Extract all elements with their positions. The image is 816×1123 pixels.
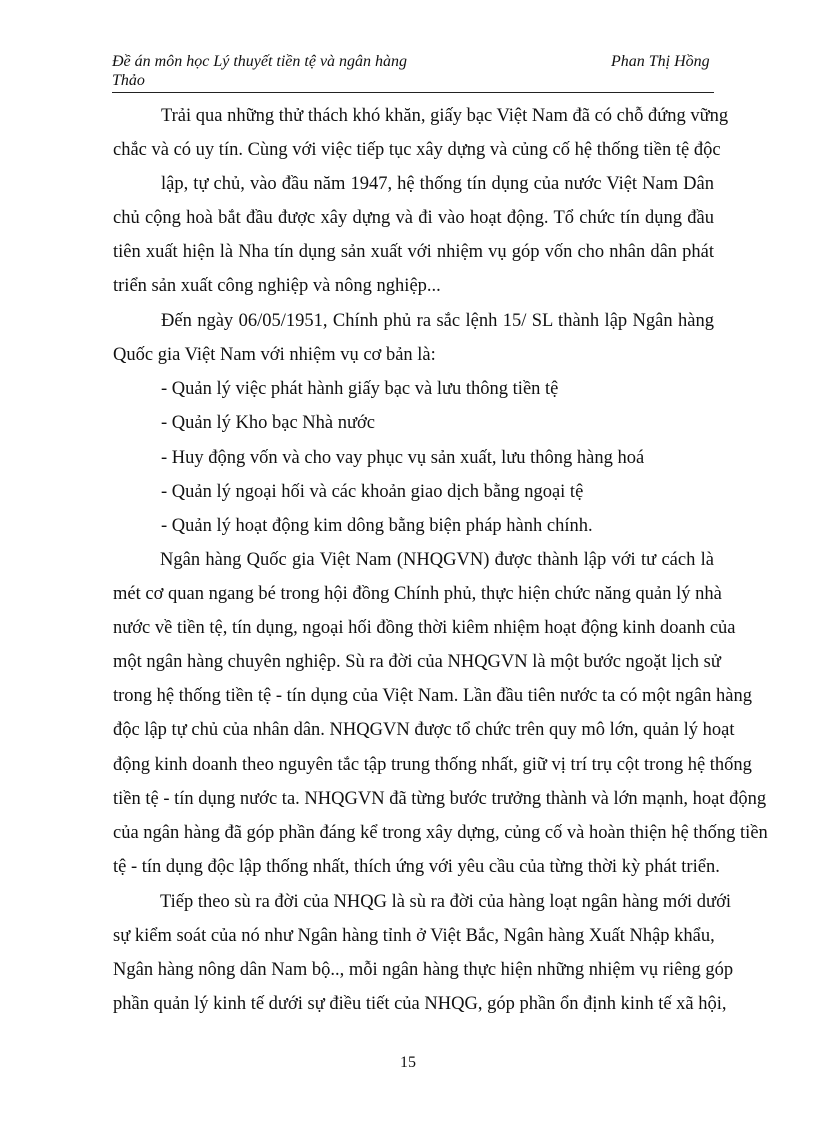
body-line: lập, tự chủ, vào đầu năm 1947, hệ thống tín dụng của nước Việt Nam Dân [161,174,714,194]
body-line: mét cơ quan ngang bé trong hội đồng Chính phủ, thực hiện chức năng quản lý nhà [113,584,722,604]
body-line: Quốc gia Việt Nam với nhiệm vụ cơ bản là: [113,345,436,365]
running-header [112,50,714,92]
body-line: độc lập tự chủ của nhân dân. NHQGVN được tổ chức trên quy mô lớn, quản lý hoạt [113,720,735,740]
body-line: phần quản lý kinh tế dưới sự điều tiết của NHQG, góp phần ổn định kinh tế xã hội, [113,994,727,1014]
body-line: triển sản xuất công nghiệp và nông nghiệp... [113,276,441,296]
body-line: Trải qua những thử thách khó khăn, giấy bạc Việt Nam đã có chỗ đứng vững [161,106,729,126]
body-line: Ngân hàng nông dân Nam bộ.., mỗi ngân hàng thực hiện những nhiệm vụ riêng góp [113,960,734,980]
body-line: Ngân hàng Quốc gia Việt Nam (NHQGVN) được thành lập với tư cách là [160,550,714,570]
duty-list-item: - Quản lý việc phát hành giấy bạc và lưu thông tiền tệ [161,379,559,399]
header-author-continuation: Thảo [112,72,145,89]
header-divider [112,92,714,93]
duty-list-item: - Quản lý Kho bạc Nhà nước [161,413,375,433]
body-line: chủ cộng hoà bắt đầu được xây dựng và đi vào hoạt động. Tổ chức tín dụng đầu [113,208,714,228]
page-number: 15 [400,1054,416,1071]
body-line: Đến ngày 06/05/1951, Chính phủ ra sắc lệnh 15/ SL thành lập Ngân hàng [161,311,714,331]
duty-list-item: - Quản lý hoạt động kim dông bằng biện pháp hành chính. [161,516,593,536]
body-line: nước về tiền tệ, tín dụng, ngoại hối đồng thời kiêm nhiệm hoạt động kinh doanh của [113,618,736,638]
body-line: tệ - tín dụng độc lập thống nhất, thích ứng với yêu cầu của từng thời kỳ phát triển. [113,857,720,877]
body-line: động kinh doanh theo nguyên tắc tập trung thống nhất, giữ vị trí trụ cột trong hệ thống [113,755,752,775]
duty-list-item: - Quản lý ngoại hối và các khoản giao dịch bằng ngoại tệ [161,482,584,502]
body-line: chắc và có uy tín. Cùng với việc tiếp tục xây dựng và củng cố hệ thống tiền tệ độc [113,140,721,160]
body-line: một ngân hàng chuyên nghiệp. Sù ra đời của NHQGVN là một bước ngoặt lịch sử [113,652,721,672]
header-author: Phan Thị Hồng [611,53,710,70]
body-line: sự kiểm soát của nó như Ngân hàng tỉnh ở Việt Bắc, Ngân hàng Xuất Nhập khẩu, [113,926,715,946]
body-line: Tiếp theo sù ra đời của NHQG là sù ra đời của hàng loạt ngân hàng mới dưới [160,892,731,912]
body-line: của ngân hàng đã góp phần đáng kể trong xây dựng, củng cố và hoàn thiện hệ thống tiền [113,823,768,843]
body-line: tiền tệ - tín dụng nước ta. NHQGVN đã từng bước trưởng thành và lớn mạnh, hoạt động [113,789,767,809]
duty-list-item: - Huy động vốn và cho vay phục vụ sản xuất, lưu thông hàng hoá [161,448,645,468]
body-line: trong hệ thống tiền tệ - tín dụng của Việt Nam. Lần đầu tiên nước ta có một ngân hàng [113,686,752,706]
header-course-title: Đề án môn học Lý thuyết tiền tệ và ngân hàng [112,53,408,70]
body-line: tiên xuất hiện là Nha tín dụng sản xuất với nhiệm vụ góp vốn cho nhân dân phát [113,242,714,262]
